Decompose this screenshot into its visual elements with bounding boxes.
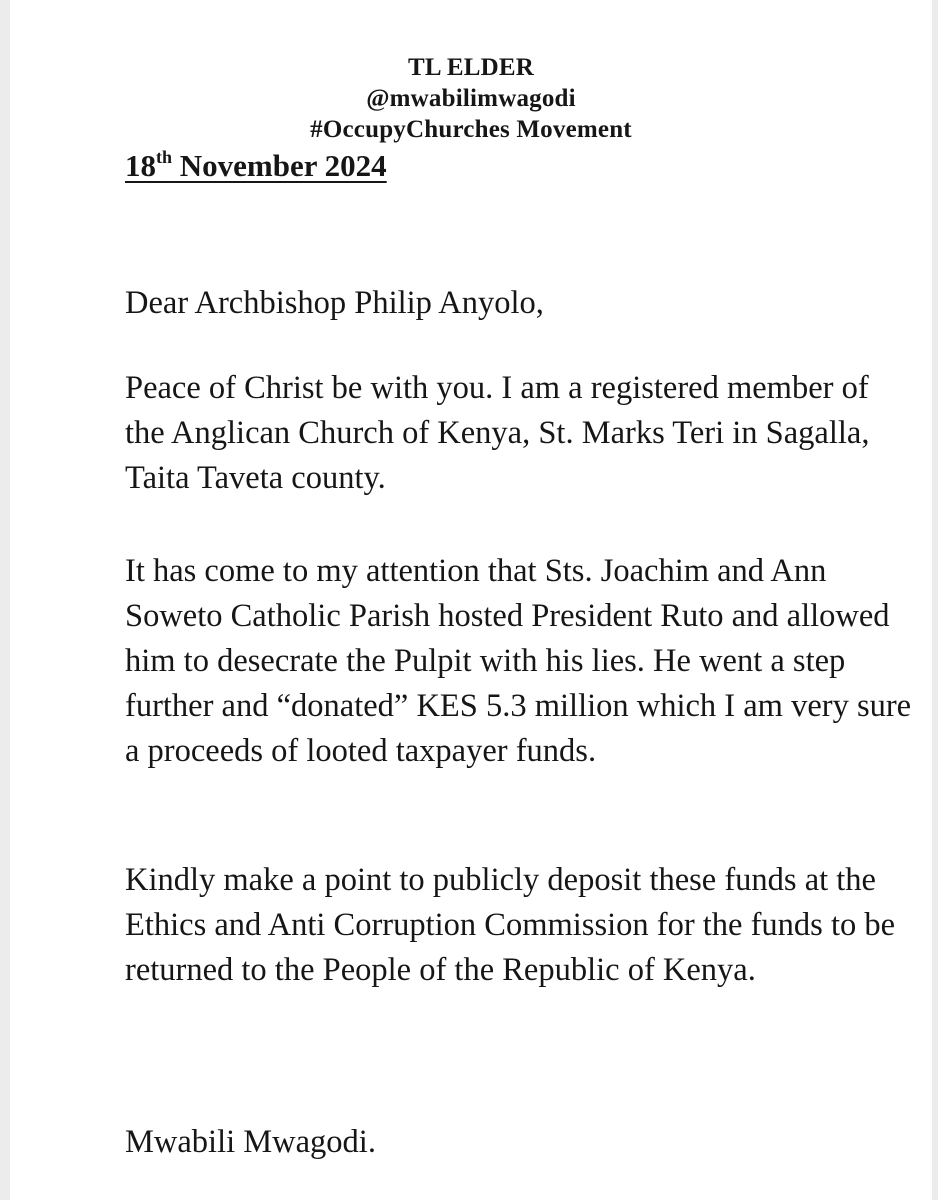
letter-header [10, 52, 932, 145]
signature: Mwabili Mwagodi. [125, 1124, 376, 1160]
header-movement: #OccupyChurches Movement [310, 116, 632, 143]
date-suffix: th [156, 147, 173, 167]
letter-page [10, 0, 932, 1200]
salutation: Dear Archbishop Philip Anyolo, [125, 285, 544, 321]
header-name: TL ELDER [408, 54, 534, 81]
paragraph-concern: It has come to my attention that Sts. Joachim and Ann Soweto Catholic Parish hosted President Ruto and allowed him to desecrate the Pulpit with his lies. He went a step further and “donated” KES 5.3 million which I am very sure a proceeds of looted taxpayer funds. [125, 553, 912, 769]
letter-date [125, 147, 387, 185]
header-handle: @mwabilimwagodi [366, 85, 576, 112]
date-month-year: November 2024 [172, 148, 387, 183]
paragraph-introduction: Peace of Christ be with you. I am a registered member of the Anglican Church of Kenya, St. Marks Teri in Sagalla, Taita Taveta county. [125, 370, 870, 496]
date-day: 18 [125, 148, 156, 183]
paragraph-request: Kindly make a point to publicly deposit these funds at the Ethics and Anti Corruption Commission for the funds to be returned to the People of the Republic of Kenya. [125, 862, 896, 988]
